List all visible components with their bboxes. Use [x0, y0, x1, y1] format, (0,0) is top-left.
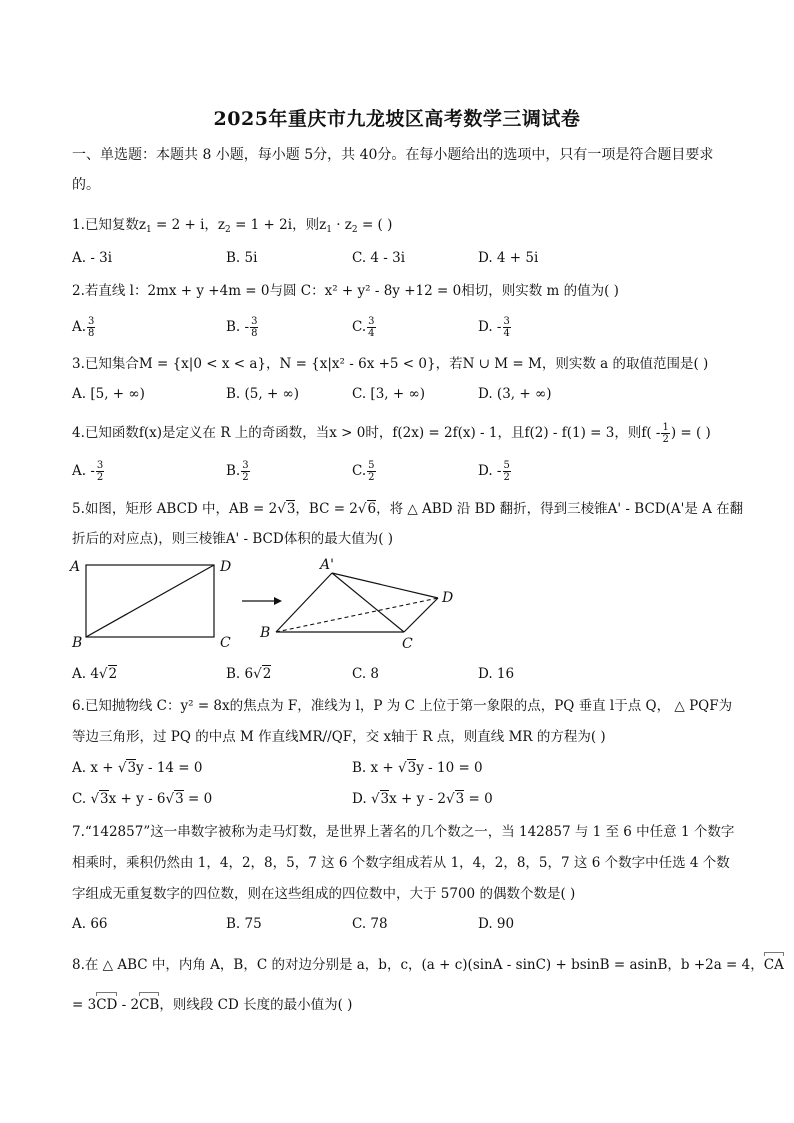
question-7: 7.“142857”这一串数字被称为走马灯数，是世界上著名的几个数之一，当 142857 与 1 至 6 中任意 1 个数字 — [72, 824, 735, 840]
label-a-prime: A' — [320, 557, 334, 573]
option-c[interactable]: C. √3x + y - 6√3 = 0 — [72, 791, 213, 807]
option-c[interactable]: C. 8 — [352, 666, 380, 682]
question-5-cont: 折后的对应点)，则三棱锥A' - BCD体积的最大值为( ) — [72, 531, 394, 547]
question-5-options — [72, 666, 732, 684]
edge-c-d — [404, 598, 438, 632]
option-d[interactable]: D. 16 — [478, 666, 515, 682]
option-d[interactable]: D. √3x + y - 2√3 = 0 — [352, 791, 493, 807]
hidden-edge-b-d — [276, 598, 438, 632]
question-1: 1.已知复数$z_1 = 2 + i$，$z_2 = 1 + 2i$，则$z_1 \cdot z_2$ = ( ) — [72, 217, 393, 235]
question-2: 2.若直线 l：2mx + y +4m = 0与圆 C：x² + y² - 8y +12 = 0相切，则实数 m 的值为( ) — [72, 283, 619, 299]
label-d2: D — [442, 590, 454, 606]
option-c[interactable]: C. 4 - 3i — [352, 250, 406, 266]
question-7-options — [72, 916, 732, 934]
question-6: 6.已知抛物线 C：y² = 8x的焦点为 F，准线为 l，P 为 C 上位于第一象限的点，PQ 垂直 l于点 Q， △ PQF为 — [72, 698, 733, 714]
section-heading-cont: 的。 — [72, 177, 100, 193]
label-b2: B — [260, 625, 271, 641]
edge-a-b — [276, 573, 332, 632]
option-a[interactable]: A. - $\frac{3}{2}$ — [72, 460, 104, 483]
option-b[interactable]: B. $\frac{3}{2}$ — [226, 460, 249, 483]
page-title: 2025年重庆市九龙坡区高考数学三调试卷 — [213, 108, 581, 130]
option-d[interactable]: D. - $\frac{5}{2}$ — [478, 460, 510, 483]
option-a[interactable]: A. 4√2 — [72, 666, 118, 682]
label-c2: C — [402, 636, 413, 652]
option-d[interactable]: D. 90 — [478, 916, 515, 932]
option-c[interactable]: C. $\frac{5}{2}$ — [352, 460, 375, 483]
option-d[interactable]: D. 4 + 5i — [478, 250, 539, 266]
option-b[interactable]: B. (5, + ∞) — [226, 386, 300, 402]
question-4-options — [72, 460, 732, 483]
option-a[interactable]: A. [5, + ∞) — [72, 386, 145, 402]
option-c[interactable]: C. 78 — [352, 916, 388, 932]
question-6-options-cd — [72, 791, 732, 809]
option-c[interactable]: C. $\frac{3}{4}$ — [352, 316, 375, 339]
option-b[interactable]: B. 5i — [226, 250, 258, 266]
option-b[interactable]: B. 6√2 — [226, 666, 272, 682]
option-b[interactable]: B. - $\frac{3}{8}$ — [226, 316, 258, 339]
question-6-cont: 等边三角形，过 PQ 的中点 M 作直线MR//QF，交 x轴于 R 点，则直线 MR 的方程为( ) — [72, 729, 606, 745]
diagonal-bd — [86, 565, 214, 637]
question-8-cont: = 3CD - 2CB，则线段 CD 长度的最小值为( ) — [72, 997, 353, 1013]
question-8: 8.在 △ ABC 中，内角 A，B，C 的对边分别是 a，b，c，(a + c)(sinA - sinC) + bsinB = asinB，b +2a = 4，CA — [72, 957, 784, 973]
section-heading: 一、单选题：本题共 8 小题，每小题 5分，共 40分。在每小题给出的选项中，只有一项是符合题目要求 — [72, 147, 714, 163]
question-2-options — [72, 316, 732, 339]
option-a[interactable]: A. - 3i — [72, 250, 113, 266]
question-6-options-ab — [72, 760, 732, 778]
question-5: 5.如图，矩形 ABCD 中，AB = 2√3，BC = 2√6，将 △ ABD 沿 BD 翻折，得到三棱锥A' - BCD(A'是 A 在翻 — [72, 501, 744, 517]
arrow-head — [274, 597, 282, 605]
question-7-cont1: 相乘时，乘积仍然由 1，4，2，8，5，7 这 6 个数字组成若从 1，4，2，8，5，7 这 6 个数字中任选 4 个数 — [72, 855, 730, 871]
label-b: B — [72, 635, 83, 651]
question-4: 4.已知函数f(x)是定义在 R 上的奇函数，当x > 0时，f(2x) = 2f(x) - 1，且f(2) - f(1) = 3，则f( - $\frac{1}{2}$ ) = ( ) — [72, 422, 711, 445]
option-a[interactable]: A. x + √3y - 14 = 0 — [72, 760, 203, 776]
question-3-options — [72, 386, 732, 404]
question-1-options — [72, 250, 732, 268]
option-a[interactable]: A. $\frac{3}{8}$ — [72, 316, 95, 339]
question-7-cont2: 字组成无重复数字的四位数，则在这些组成的四位数中，大于 5700 的偶数个数是( ) — [72, 886, 576, 902]
question-3: 3.已知集合M = {x|0 < x < a}，N = {x|x² - 6x +5 < 0}，若N ∪ M = M，则实数 a 的取值范围是( ) — [72, 356, 709, 372]
option-d[interactable]: D. - $\frac{3}{4}$ — [478, 316, 510, 339]
label-d: D — [220, 559, 232, 575]
option-b[interactable]: B. x + √3y - 10 = 0 — [352, 760, 483, 776]
option-d[interactable]: D. (3, + ∞) — [478, 386, 552, 402]
label-c: C — [220, 635, 231, 651]
figure-folding-rectangle — [64, 555, 484, 655]
option-a[interactable]: A. 66 — [72, 916, 108, 932]
label-a: A — [70, 559, 81, 575]
option-c[interactable]: C. [3, + ∞) — [352, 386, 425, 402]
option-b[interactable]: B. 75 — [226, 916, 262, 932]
